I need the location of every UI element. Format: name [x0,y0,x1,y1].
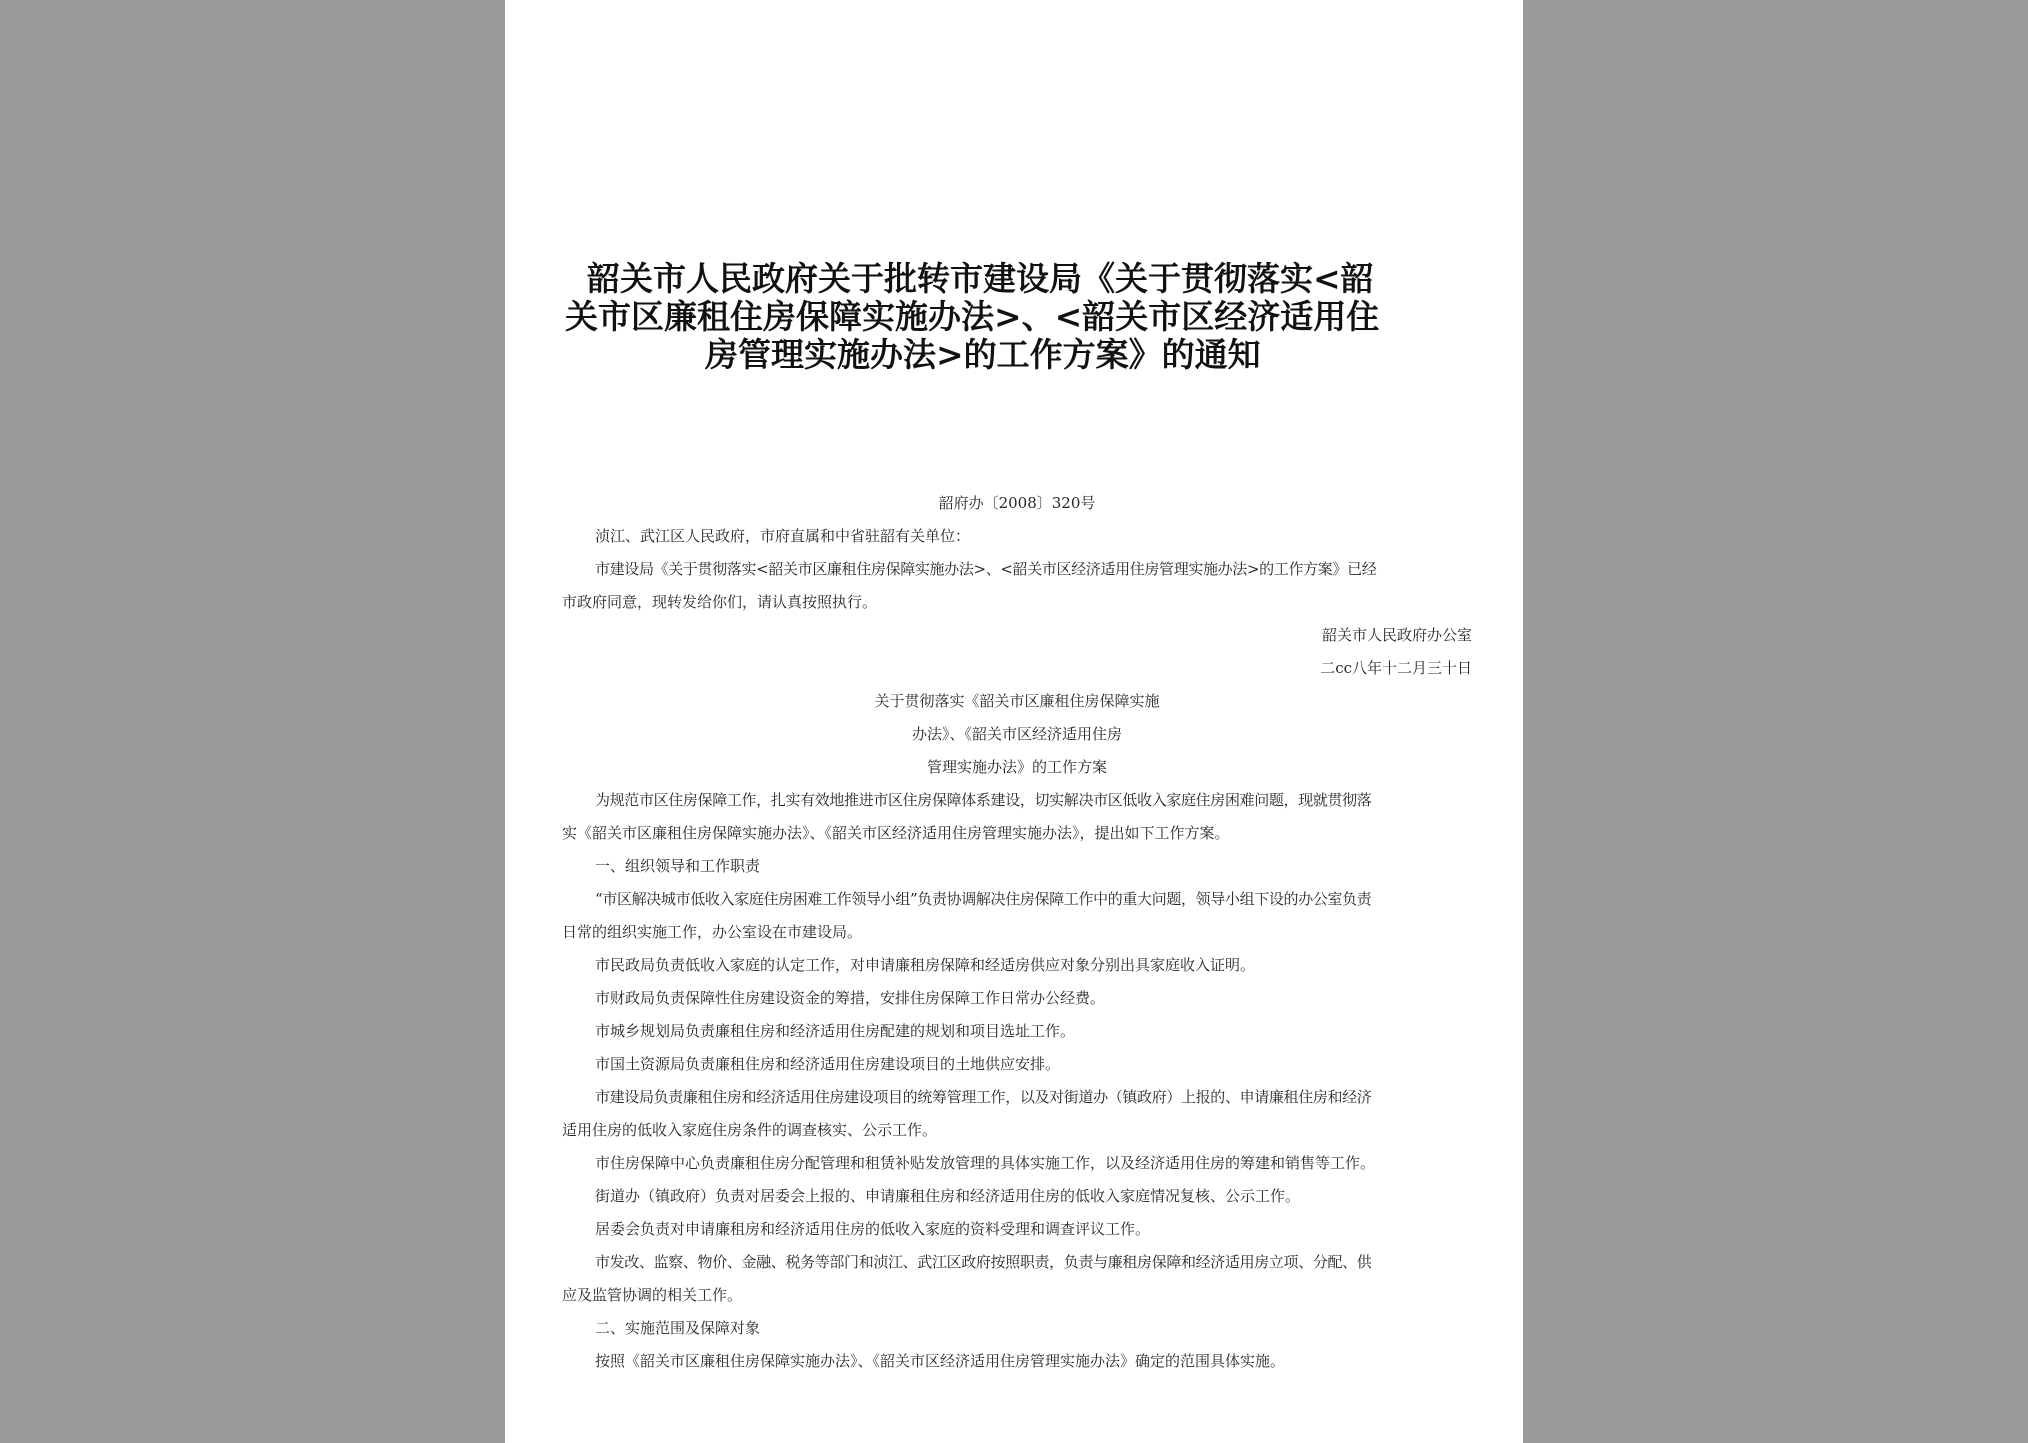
signature-org: 韶关市人民政府办公室 [1321,626,1472,644]
section-line: 市住房保障中心负责廉租住房分配管理和租赁补贴发放管理的具体实施工作，以及经济适用住房的筹建和销售等工作。 [595,1154,1376,1172]
plan-title-line: 办法》、《韶关市区经济适用住房 [911,725,1122,743]
plan-intro-line: 实《韶关市区廉租住房保障实施办法》、《韶关市区经济适用住房管理实施办法》，提出如下工作方案。 [562,824,1230,842]
section-line: 居委会负责对申请廉租房和经济适用住房的低收入家庭的资料受理和调查评议工作。 [595,1220,1151,1238]
doc-number: 韶府办〔2008〕320号 [938,494,1096,512]
document-title [565,260,1475,374]
section-line: 应及监管协调的相关工作。 [562,1286,743,1304]
plan-intro-line: 为规范市区住房保障工作，扎实有效地推进市区住房保障体系建设，切实解决市区低收入家庭住房困难问题，现就贯彻落 [595,791,1372,809]
title-line: 关市区廉租住房保障实施办法>、<韶关市区经济适用住 [565,297,1380,336]
section-line: 市财政局负责保障性住房建设资金的筹措，安排住房保障工作日常办公经费。 [595,989,1106,1007]
section-heading: 一、组织领导和工作职责 [595,857,761,875]
intro-paragraph-line: 市建设局《关于贯彻落实<韶关市区廉租住房保障实施办法>、<韶关市区经济适用住房管理实施办法>的工作方案》已经 [595,560,1377,578]
section-line: 街道办（镇政府）负责对居委会上报的、申请廉租住房和经济适用住房的低收入家庭情况复核、公示工作。 [595,1187,1301,1205]
addressee: 浈江、武江区人民政府，市府直属和中省驻韶有关单位： [595,527,971,545]
section-line: “市区解决城市低收入家庭住房困难工作领导小组”负责协调解决住房保障工作中的重大问题，领导小组下设的办公室负责 [595,890,1372,908]
section-line: 按照《韶关市区廉租住房保障实施办法》、《韶关市区经济适用住房管理实施办法》确定的范围具体实施。 [595,1352,1286,1370]
section-line: 市城乡规划局负责廉租住房和经济适用住房配建的规划和项目选址工作。 [595,1022,1076,1040]
section-line: 日常的组织实施工作，办公室设在市建设局。 [562,923,863,941]
document-page [505,0,1523,1443]
document-body [562,487,1472,1378]
section-line: 适用住房的低收入家庭住房条件的调查核实、公示工作。 [562,1121,938,1139]
intro-paragraph-line: 市政府同意，现转发给你们，请认真按照执行。 [562,593,878,611]
plan-title-line: 管理实施办法》的工作方案 [926,758,1107,776]
section-line: 市国土资源局负责廉租住房和经济适用住房建设项目的土地供应安排。 [595,1055,1061,1073]
section-line: 市发改、监察、物价、金融、税务等部门和浈江、武江区政府按照职责，负责与廉租房保障和经济适用房立项、分配、供 [595,1253,1372,1271]
plan-title-line: 关于贯彻落实《韶关市区廉租住房保障实施 [874,692,1160,710]
section-line: 市民政局负责低收入家庭的认定工作，对申请廉租房保障和经适房供应对象分别出具家庭收入证明。 [595,956,1256,974]
section-line: 市建设局负责廉租住房和经济适用住房建设项目的统筹管理工作，以及对街道办（镇政府）上报的、申请廉租住房和经济 [595,1088,1372,1106]
title-line: 房管理实施办法>的工作方案》的通知 [705,335,1261,374]
signature-date: 二cc八年十二月三十日 [1320,659,1472,677]
section-heading: 二、实施范围及保障对象 [595,1319,761,1337]
title-line: 韶关市人民政府关于批转市建设局《关于贯彻落实<韶 [587,259,1374,298]
